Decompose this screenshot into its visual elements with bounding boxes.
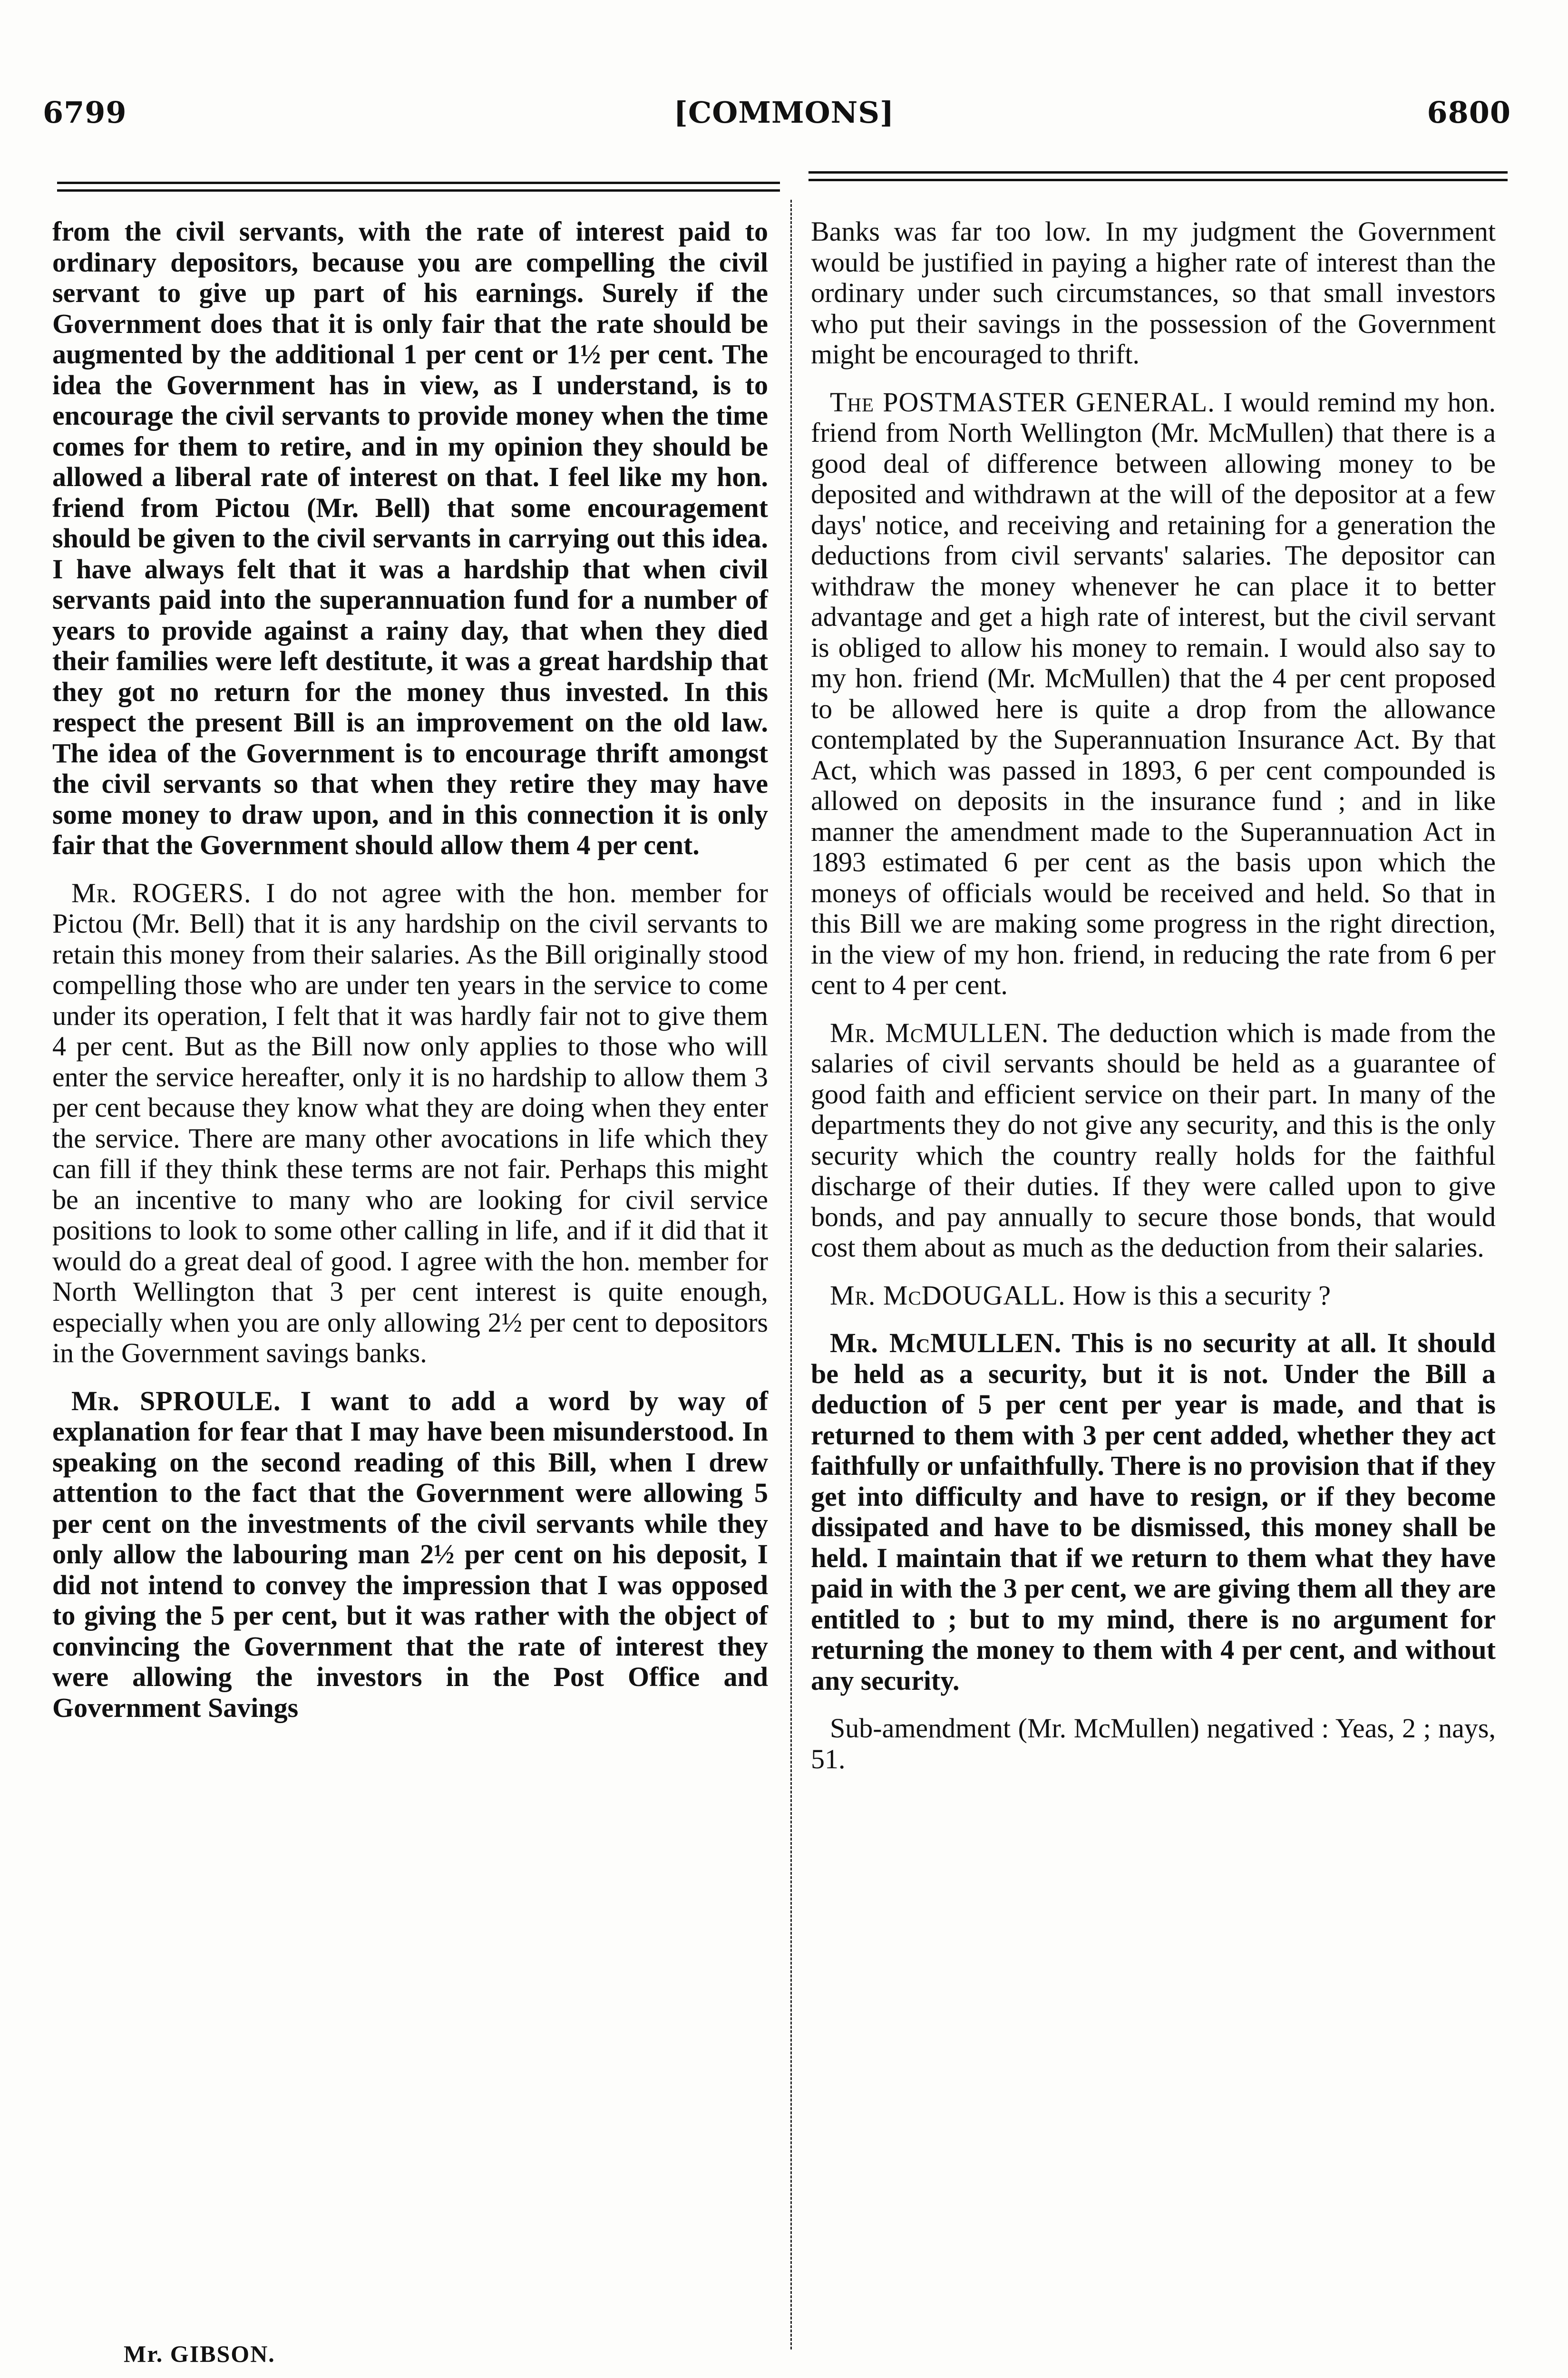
page-number-right: 6800 — [1427, 95, 1511, 130]
right-paragraph-mcmullen-1 — [811, 1018, 1496, 1263]
page-title: [COMMONS] — [673, 95, 895, 130]
column-divider — [790, 200, 792, 2349]
left-paragraph-1: from the civil servants, with the rate of interest paid to ordinary depositors, because you are compelling the civil servant to give up part of his earnings. Surely if the Government does that it is only fair that the rate should be augmented by the additional 1 per cent or 1½ per cent. The idea the Government has in view, as I understand, is to encourage the civil servants to provide money when the time comes for them to retire, and in my opinion they should be allowed a liberal rate of interest on that. I feel like my hon. friend from Pictou (Mr. Bell) that some encouragement should be given to the civil servants in carrying out this idea. I have always felt that it was a hardship that when civil servants paid into the superannuation fund for a number of years to provide against a rainy day, that when they died their families were left destitute, it was a great hardship that they got no return for the money thus invested. In this respect the present Bill is an improvement on the old law. The idea of the Government is to encourage thrift amongst the civil servants so that when they retire they may have some money to draw upon, and in this connection it is only fair that the Government should allow them 4 per cent. — [52, 216, 768, 860]
left-paragraph-rogers — [52, 878, 768, 1369]
speaker-mcmullen-2: Mr. McMULLEN. — [830, 1327, 1062, 1358]
speaker-mcmullen: Mr. McMULLEN. — [830, 1017, 1049, 1048]
speaker-postmaster-general: The POSTMASTER GENERAL. — [830, 386, 1215, 418]
speaker-sproule: Mr. SPROULE. — [71, 1385, 281, 1416]
speech-mcdougall: How is this a security ? — [1065, 1279, 1331, 1311]
page-number-left: 6799 — [43, 95, 127, 130]
header-rule-right-top — [808, 171, 1508, 174]
left-column — [52, 216, 768, 1740]
speaker-rogers: Mr. ROGERS. — [71, 877, 252, 908]
speech-mcmullen-2: This is no security at all. It should be held as a security, but it is not. Under the Bill a deduction of 5 per cent per year is made, and that is returned to them with 3 per cent added, whether they act faithfully or unfaithfully. There is no provision that if they get into difficulty and have to resign, or if they become dissipated and have to be dismissed, this money shall be held. I maintain that if we return to them what they have paid in with the 3 per cent, we are giving them all they are entitled to ; but to my mind, there is no argument for returning the money to them with 4 per cent, and without any security. — [811, 1327, 1496, 1696]
right-paragraph-division: Sub-amendment (Mr. McMullen) negatived : Yeas, 2 ; nays, 51. — [811, 1713, 1496, 1774]
right-paragraph-mcdougall — [811, 1280, 1496, 1311]
speech-sproule: I want to add a word by way of explanation for fear that I may have been misunderstood. In speaking on the second reading of this Bill, when I drew attention to the fact that the Government were allowing 5 per cent on the investments of the civil servants while they only allow the labouring man 2½ per cent on his deposit, I did not intend to convey the impression that I was opposed to giving the 5 per cent, but it was rather with the object of convincing the Government that the rate of interest they were allowing the investors in the Post Office and Government Savings — [52, 1385, 769, 1723]
next-speaker-catchword: Mr. GIBSON. — [124, 2340, 275, 2367]
speech-postmaster-general: I would remind my hon. friend from North Wellington (Mr. McMullen) that there is a good deal of difference between allowing money to be deposited and withdrawn at the will of the depositor at a few days' notice, and receiving and retaining for a generation the deductions from civil servants' salaries. The depositor can withdraw the money whenever he can place it to better advantage and get a high rate of interest, but the civil servant is obliged to allow his money to remain. I would also say to my hon. friend (Mr. McMullen) that the 4 per cent proposed to be allowed here is quite a drop from the allowance contemplated by the Superannuation Insurance Act. By that Act, which was passed in 1893, 6 per cent compounded is allowed on deposits in the insurance fund ; and in like manner the amendment made to the Superannuation Act in 1893 estimated 6 per cent as the basis upon which the moneys of officials would be received and held. So that in this Bill we are making some progress in the right direction, in the view of my hon. friend, in reducing the rate from 6 per cent to 4 per cent. — [811, 386, 1496, 1000]
right-paragraph-mcmullen-2 — [811, 1328, 1496, 1696]
speaker-mcdougall: Mr. McDOUGALL. — [830, 1279, 1066, 1311]
speech-rogers: I do not agree with the hon. member for Pictou (Mr. Bell) that it is any hardship on the civil servants to retain this money from their salaries. As the Bill originally stood compelling those who are under ten years in the service to come under its operation, I felt that it was hardly fair not to give them 4 per cent. But as the Bill now only applies to those who will enter the service hereafter, only it is no hardship to allow them 3 per cent because they know what they are doing when they enter the service. There are many other avocations in life which they can fill if they think these terms are not fair. Perhaps this might be an incentive to many who are looking for civil service positions to look to some other calling in life, and if it did that it would do a great deal of good. I agree with the hon. member for North Wellington that 3 per cent interest is quite enough, especially when you are only allowing 2½ per cent to depositors in the Government savings banks. — [52, 877, 768, 1368]
right-paragraph-postmaster — [811, 387, 1496, 1001]
header-rule-left-top — [57, 182, 780, 184]
left-paragraph-sproule — [52, 1386, 768, 1724]
right-paragraph-1: Banks was far too low. In my judgment the Government would be justified in paying a higher rate of interest than the ordinary under such circumstances, so that small investors who put their savings in the possession of the Government might be encouraged to thrift. — [811, 216, 1496, 370]
right-column — [811, 216, 1496, 1792]
header-rule-left-bottom — [57, 189, 780, 192]
speech-mcmullen-1: The deduction which is made from the salaries of civil servants should be held as a guarantee of good faith and efficient service on their part. In many of the departments they do not give any security, and this is the only security which the country really holds for the faithful discharge of their duties. If they were called upon to give bonds, and pay annually to secure those bonds, that would cost them about as much as the deduction from their salaries. — [811, 1017, 1496, 1263]
header-rule-right-bottom — [808, 179, 1508, 181]
